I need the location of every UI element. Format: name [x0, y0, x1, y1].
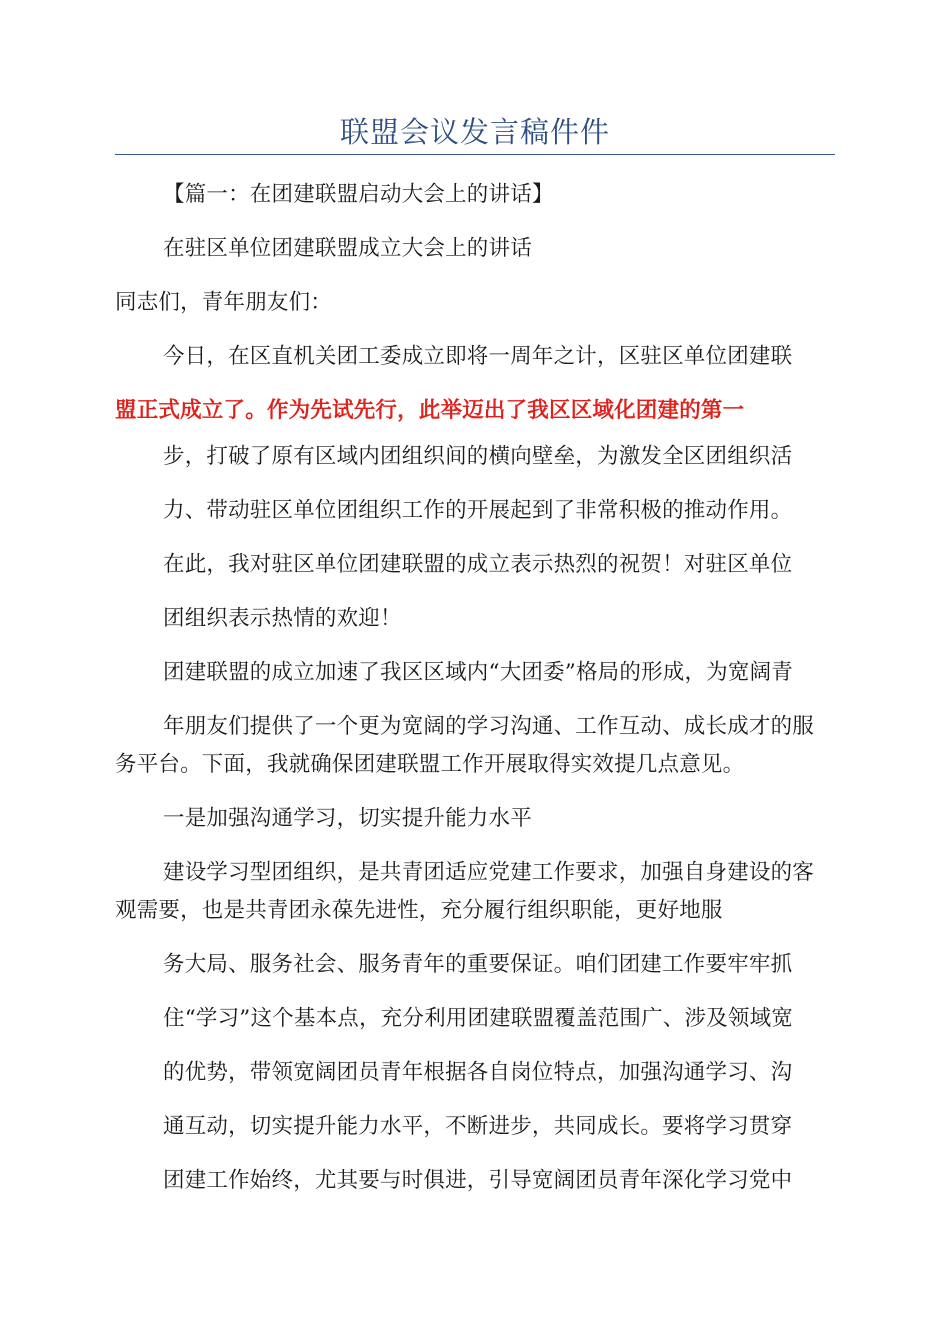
- paragraph-line: 务平台。下面，我就确保团建联盟工作开展取得实效提几点意见。: [115, 752, 745, 777]
- paragraph-line: 建设学习型团组织，是共青团适应党建工作要求，加强自身建设的客: [163, 860, 815, 885]
- paragraph-line: 力、带动驻区单位团组织工作的开展起到了非常积极的推动作用。: [163, 498, 793, 523]
- subsection-heading: 一是加强沟通学习，切实提升能力水平: [163, 806, 532, 831]
- title-underline: [115, 154, 835, 155]
- speech-title: 在驻区单位团建联盟成立大会上的讲话: [163, 236, 532, 261]
- paragraph-line: 团建工作始终，尤其要与时俱进，引导宽阔团员青年深化学习党中: [163, 1168, 793, 1193]
- paragraph-line: 今日，在区直机关团工委成立即将一周年之计，区驻区单位团建联: [163, 344, 793, 369]
- paragraph-line: 年朋友们提供了一个更为宽阔的学习沟通、工作互动、成长成才的服: [163, 714, 815, 739]
- paragraph-line: 在此，我对驻区单位团建联盟的成立表示热烈的祝贺！对驻区单位: [163, 552, 793, 577]
- salutation: 同志们，青年朋友们：: [115, 290, 333, 315]
- paragraph-line: 住“学习”这个基本点，充分利用团建联盟覆盖范围广、涉及领域宽: [163, 1006, 793, 1031]
- highlighted-line: 盟正式成立了。作为先试先行，此举迈出了我区区域化团建的第一: [115, 398, 745, 423]
- paragraph-line: 观需要，也是共青团永葆先进性，充分履行组织职能，更好地服: [115, 898, 723, 923]
- document-title: 联盟会议发言稿件件: [339, 115, 610, 149]
- paragraph-line: 务大局、服务社会、服务青年的重要保证。咱们团建工作要牢牢抓: [163, 952, 793, 977]
- paragraph-line: 团组织表示热情的欢迎！: [163, 606, 402, 631]
- paragraph-line: 的优势，带领宽阔团员青年根据各自岗位特点，加强沟通学习、沟: [163, 1060, 793, 1085]
- paragraph-line: 步，打破了原有区域内团组织间的横向壁垒，为激发全区团组织活: [163, 444, 793, 469]
- paragraph-line: 团建联盟的成立加速了我区区域内“大团委”格局的形成，为宽阔青: [163, 660, 793, 685]
- paragraph-line: 通互动，切实提升能力水平，不断进步，共同成长。要将学习贯穿: [163, 1114, 793, 1139]
- section-heading: 【篇一：在团建联盟启动大会上的讲话】: [163, 182, 554, 207]
